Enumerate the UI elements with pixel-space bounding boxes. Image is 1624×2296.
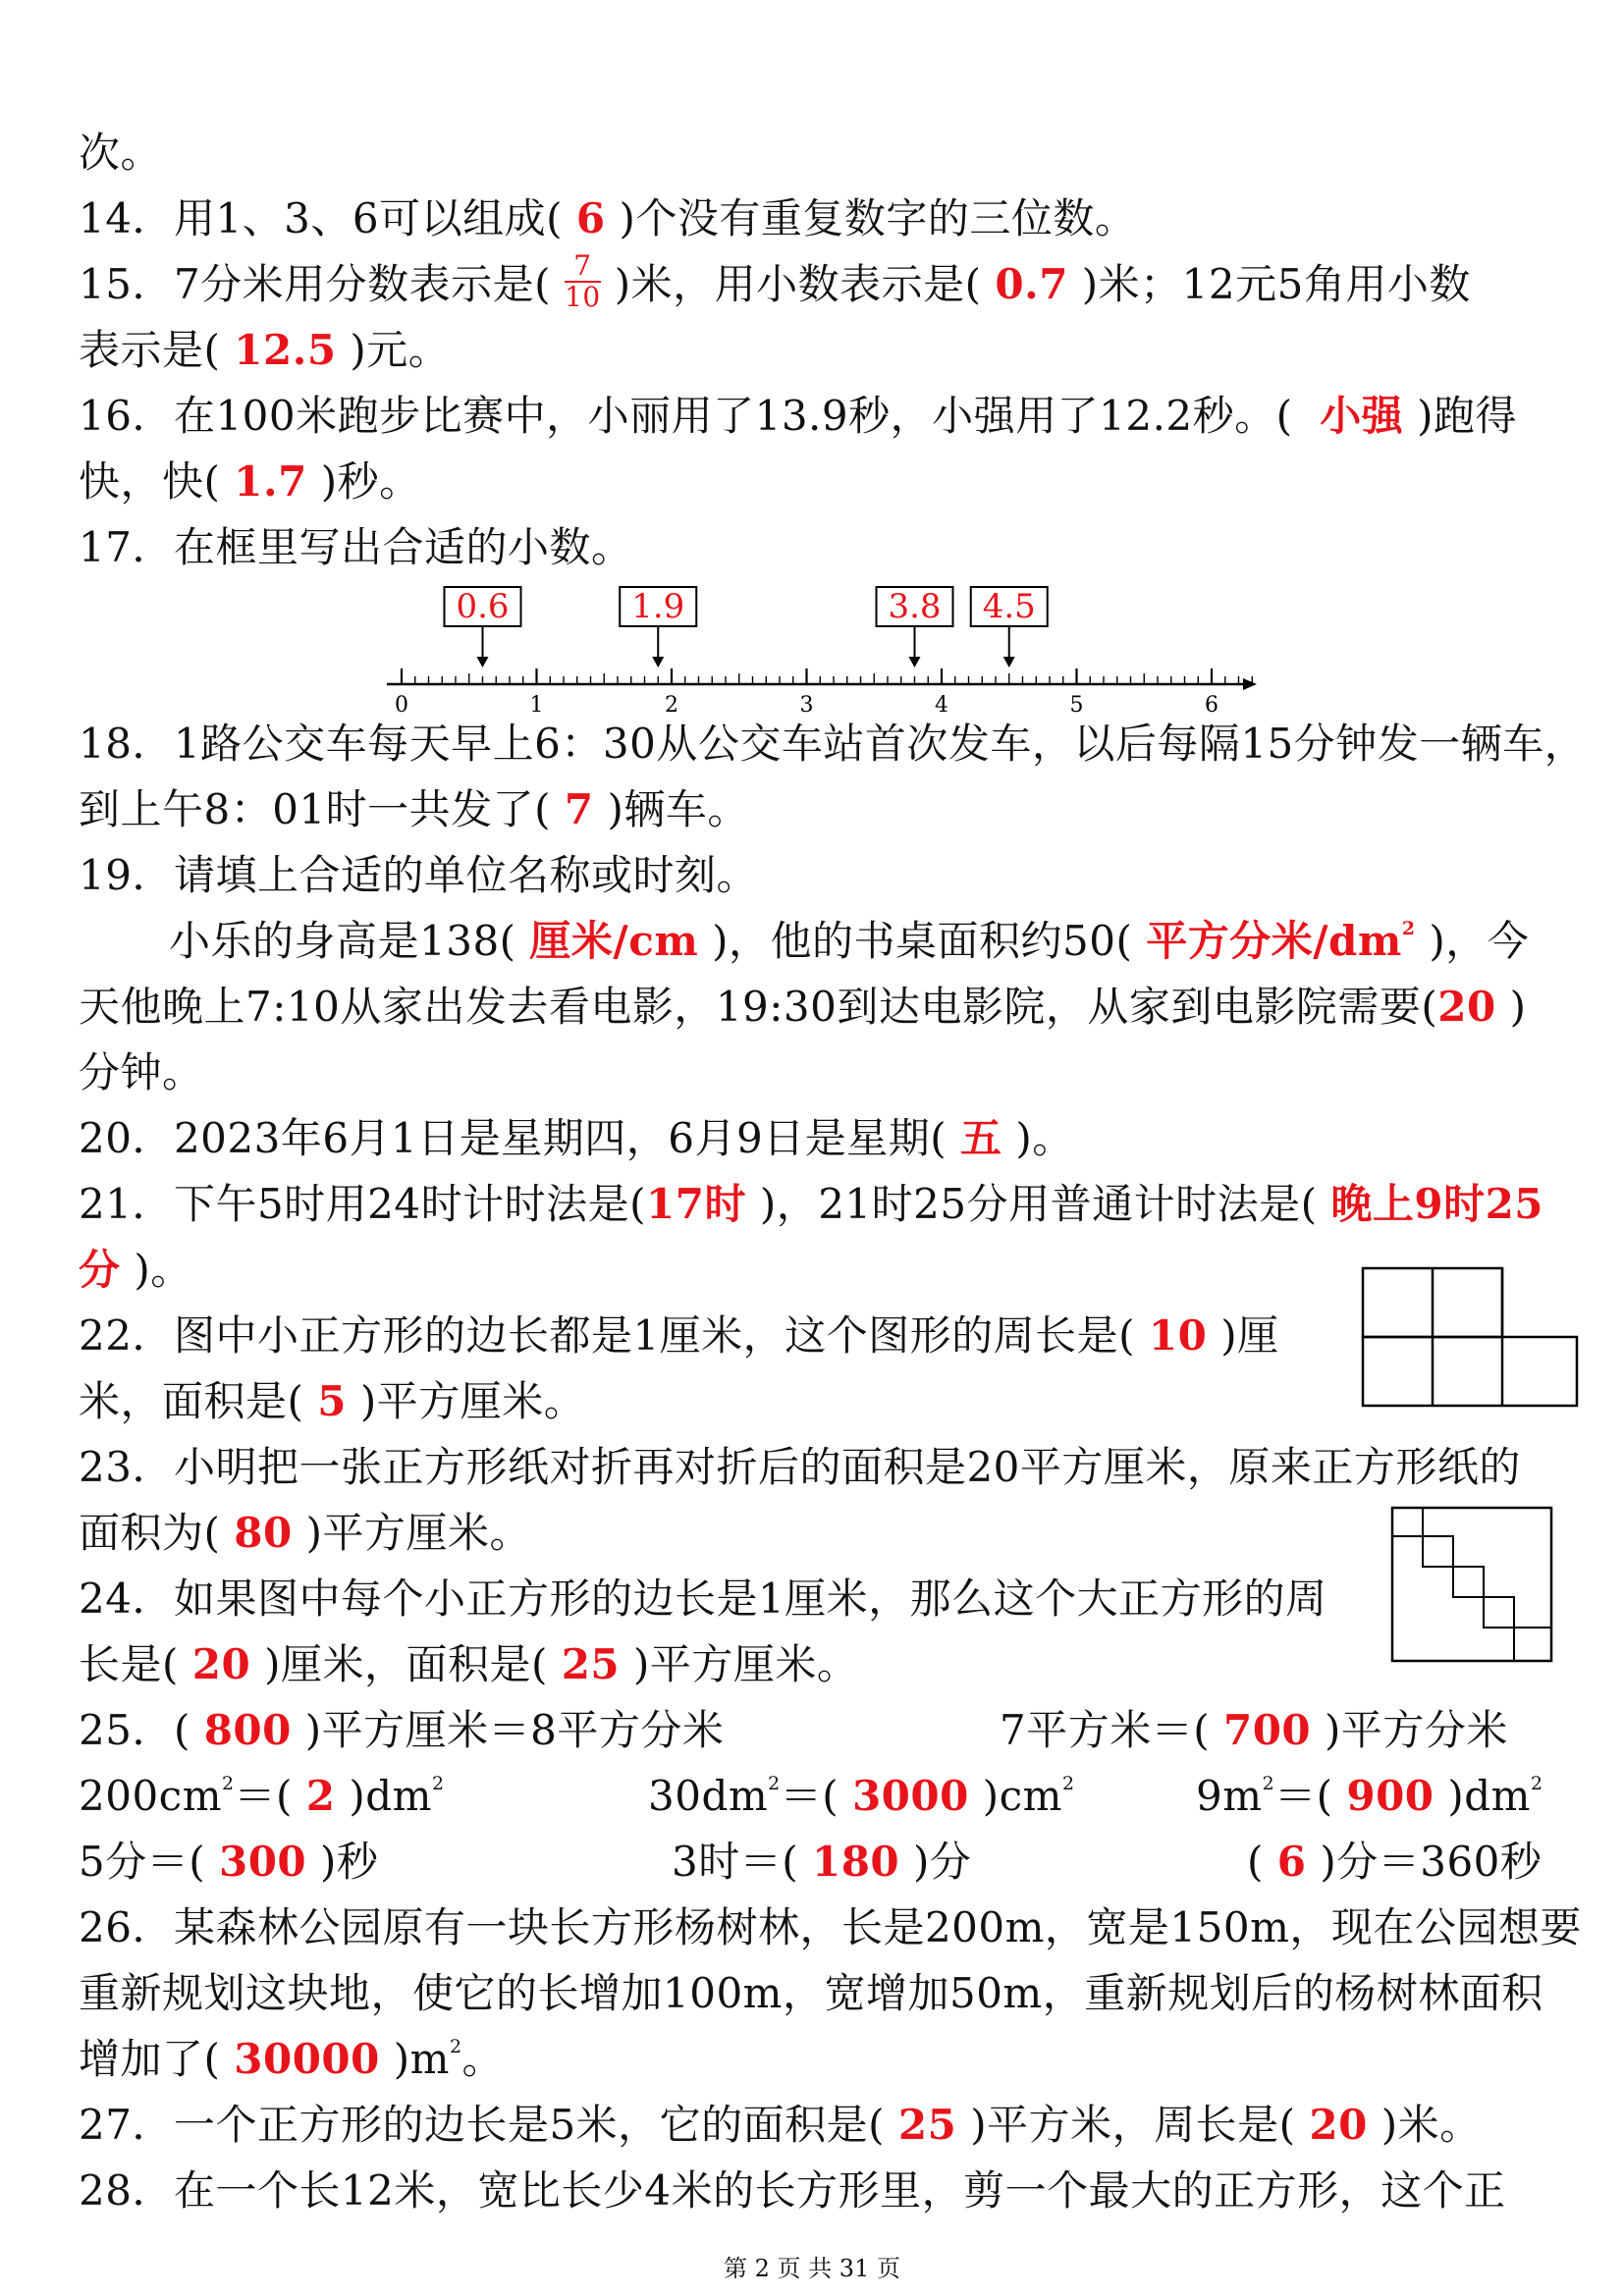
question-25-row3-col3 [1247, 1833, 1542, 1892]
answer: 厘米/cm [529, 917, 699, 965]
text: 21．下午5时用24时计时法是( [79, 1180, 646, 1228]
text: )。 [134, 1246, 192, 1294]
text: )dm [1447, 1772, 1531, 1820]
question-16 [79, 387, 1517, 446]
text: )，今 [1429, 917, 1530, 965]
text: 3时＝( [672, 1838, 799, 1886]
pointer-arrow-icon [1003, 657, 1015, 667]
answer: 3000 [851, 1772, 969, 1820]
question-19 [79, 846, 758, 905]
tick-label: 0 [395, 693, 408, 718]
question-25-row1-col2 [1000, 1701, 1508, 1760]
question-17 [79, 518, 632, 577]
question-25-row1-col1 [79, 1701, 724, 1760]
superscript: 2 [768, 1773, 781, 1795]
text: )辆车。 [607, 785, 749, 833]
tick-label: 2 [665, 693, 678, 718]
answer: 10 [1148, 1311, 1208, 1360]
figure-outline [1392, 1508, 1551, 1661]
answer: 900 [1346, 1772, 1435, 1820]
text: )元。 [350, 326, 451, 374]
tick-label: 3 [799, 693, 814, 718]
text: )米，用小数表示是( [614, 260, 982, 308]
answer-box [971, 587, 1048, 667]
text: ＝( [780, 1772, 839, 1820]
text: )米。 [1380, 2101, 1482, 2149]
text: 重新规划这块地，使它的长增加100m，宽增加50m，重新规划后的杨树林面积 [79, 1969, 1543, 2017]
text: )平方分米 [1325, 1706, 1508, 1754]
question-19-line4 [79, 1043, 204, 1102]
text: 米，面积是( [79, 1377, 304, 1425]
pointer-arrow-icon [909, 657, 921, 667]
text: 25．( [79, 1706, 190, 1754]
text: 30dm [648, 1772, 769, 1820]
text: )个没有重复数字的三位数。 [619, 194, 1137, 242]
superscript: 2 [1262, 1773, 1275, 1795]
text: 。 [461, 2035, 504, 2083]
text: 24．如果图中每个小正方形的边长是1厘米，那么这个大正方形的周 [79, 1575, 1327, 1623]
text: 26．某森林公园原有一块长方形杨树林，长是200m，宽是150m，现在公园想要 [79, 1903, 1582, 1951]
question-21 [79, 1175, 1543, 1234]
text: )分＝360秒 [1320, 1838, 1543, 1886]
answer-box-value: 0.6 [456, 587, 510, 626]
text: 到上午8：01时一共发了( [79, 785, 552, 833]
text: )平方厘米＝8平方分米 [304, 1706, 725, 1754]
question-26-line3 [79, 2030, 504, 2089]
answer-box [877, 587, 953, 667]
text: 16．在100米跑步比赛中，小丽用了13.9秒，小强用了12.2秒。( [79, 392, 1293, 440]
question-19-line3 [79, 978, 1526, 1037]
answer: 0.7 [995, 260, 1068, 308]
axis-arrow-icon [1243, 678, 1257, 690]
text: 23．小明把一张正方形纸对折再对折后的面积是20平方厘米，原来正方形纸的 [79, 1443, 1521, 1491]
number-line-ticks [402, 668, 1252, 684]
question-24-cont [79, 1635, 858, 1694]
text: )，他的书桌面积约50( [712, 917, 1133, 965]
answer: 20 [1309, 2101, 1368, 2149]
answer: 6 [1276, 1838, 1307, 1886]
pointer-arrow-icon [477, 657, 489, 667]
question-20 [79, 1109, 1074, 1168]
text: 分钟。 [79, 1048, 204, 1096]
text: 27．一个正方形的边长是5米，它的面积是( [79, 2101, 886, 2149]
page-footer: 第 2 页 共 31 页 [724, 2255, 900, 2282]
answer: 180 [811, 1838, 900, 1886]
text: )dm [349, 1772, 432, 1820]
superscript: 2 [432, 1773, 445, 1795]
text: )厘米，面积是( [264, 1640, 548, 1688]
answer-box-value: 4.5 [982, 587, 1036, 626]
text: )厘 [1220, 1311, 1279, 1360]
staircase-square-figure-q24 [1390, 1506, 1555, 1665]
text: 5分＝( [79, 1838, 206, 1886]
text: )米；12元5角用小数 [1081, 260, 1471, 308]
answer: 5 [317, 1377, 347, 1425]
text: 小乐的身高是138( [169, 917, 516, 965]
answer: 小强 [1320, 392, 1404, 440]
text: )平方米，周长是( [970, 2101, 1296, 2149]
text: )分 [913, 1838, 972, 1886]
answer: 晚上9时25 [1330, 1180, 1544, 1228]
tick-label: 1 [529, 693, 544, 718]
superscript: 2 [449, 2036, 462, 2058]
question-21-cont [79, 1241, 192, 1300]
text: )平方厘米。 [633, 1640, 859, 1688]
question-24 [79, 1570, 1327, 1629]
tick-label: 5 [1069, 693, 1084, 718]
question-22 [79, 1307, 1279, 1365]
text: ) [1509, 983, 1527, 1031]
fraction-numerator: 7 [565, 251, 601, 283]
answer: 80 [234, 1509, 293, 1557]
answer: 700 [1222, 1706, 1312, 1754]
question-23 [79, 1438, 1521, 1497]
text: 19．请填上合适的单位名称或时刻。 [79, 851, 758, 899]
text: 天他晚上7:10从家出发去看电影，19:30到达电影院，从家到电影院需要( [79, 983, 1438, 1031]
answer: 300 [218, 1838, 307, 1886]
answer-box-value: 1.9 [631, 587, 685, 626]
text: ＝( [234, 1772, 293, 1820]
text: 200cm [79, 1772, 223, 1820]
text: )平方厘米。 [305, 1509, 531, 1557]
text: 22．图中小正方形的边长都是1厘米，这个图形的周长是( [79, 1311, 1136, 1360]
question-25-row3-col2 [672, 1833, 971, 1892]
text: 20．2023年6月1日是星期四，6月9日是星期( [79, 1114, 947, 1162]
question-16-cont [79, 453, 421, 511]
question-25-row2-col2 [648, 1767, 1074, 1826]
answer-fraction [565, 251, 601, 312]
text: 17．在框里写出合适的小数。 [79, 523, 633, 571]
answer: 20 [191, 1640, 251, 1688]
text: 长是( [79, 1640, 179, 1688]
number-line-figure [373, 579, 1276, 726]
answer: 800 [203, 1706, 292, 1754]
superscript: 2 [1530, 1773, 1543, 1795]
question-14 [79, 189, 1136, 248]
superscript: 2 [1401, 918, 1416, 940]
question-28 [79, 2162, 1506, 2220]
question-22-cont [79, 1372, 585, 1431]
text: 9m [1196, 1772, 1263, 1820]
question-19-line2 [169, 912, 1529, 971]
tick-label: 6 [1205, 693, 1218, 718]
answer: 2 [305, 1772, 336, 1820]
text: )，21时25分用普通计时法是( [759, 1180, 1318, 1228]
answer: 17时 [646, 1180, 746, 1228]
question-25-row3-col1 [79, 1833, 378, 1892]
text: 7平方米＝( [1000, 1706, 1211, 1754]
text: 14．用1、3、6可以组成( [79, 194, 563, 242]
question-25-row2-col3 [1196, 1767, 1543, 1826]
text: )平方厘米。 [359, 1377, 586, 1425]
text: )cm [982, 1772, 1062, 1820]
question-23-cont [79, 1504, 531, 1563]
superscript: 2 [222, 1773, 235, 1795]
answer: 7 [564, 785, 594, 833]
text: )。 [1015, 1114, 1074, 1162]
question-15-cont [79, 321, 450, 380]
question-18 [79, 715, 1586, 774]
answer: 1.7 [234, 457, 307, 506]
figure-outline [1363, 1337, 1577, 1406]
pointer-arrow-icon [652, 657, 664, 667]
question-26-line2 [79, 1964, 1543, 2023]
answer-box [445, 587, 521, 667]
answer: 五 [959, 1114, 1002, 1162]
superscript: 2 [1061, 1773, 1075, 1795]
question-25-row2-col1 [79, 1767, 445, 1826]
squares-figure-q22 [1361, 1266, 1581, 1410]
question-15 [79, 249, 1471, 314]
text: ＝( [1274, 1772, 1333, 1820]
text: )秒 [320, 1838, 379, 1886]
question-18-cont [79, 780, 749, 839]
text: 次。 [79, 129, 163, 177]
answer-box [620, 587, 696, 667]
text: 18．1路公交车每天早上6：30从公交车站首次发车，以后每隔15分钟发一辆车， [79, 720, 1587, 768]
tick-label: 4 [935, 693, 948, 718]
answer: 25 [561, 1640, 621, 1688]
answer: 25 [897, 2101, 957, 2149]
question-27 [79, 2096, 1482, 2155]
text: 面积为( [79, 1509, 221, 1557]
line-q13-end [79, 124, 162, 183]
text: 15．7分米用分数表示是( [79, 260, 552, 308]
answer-box-value: 3.8 [888, 587, 942, 626]
text: 表示是( [79, 326, 221, 374]
answer: 6 [575, 194, 606, 242]
answer: 30000 [234, 2035, 380, 2083]
text: )跑得 [1417, 392, 1517, 440]
answer: 12.5 [234, 326, 337, 374]
fraction-denominator: 10 [565, 281, 601, 313]
question-26 [79, 1898, 1582, 1957]
answer: 平方分米/dm [1146, 917, 1402, 965]
answer: 20 [1437, 983, 1496, 1031]
text: 28．在一个长12米，宽比长少4米的长方形里，剪一个最大的正方形，这个正 [79, 2166, 1506, 2215]
text: 增加了( [79, 2035, 221, 2083]
text: )m [393, 2035, 450, 2083]
answer: 分 [79, 1246, 121, 1294]
text: )秒。 [320, 457, 421, 506]
text: ( [1247, 1838, 1264, 1886]
text: 快，快( [79, 457, 221, 506]
